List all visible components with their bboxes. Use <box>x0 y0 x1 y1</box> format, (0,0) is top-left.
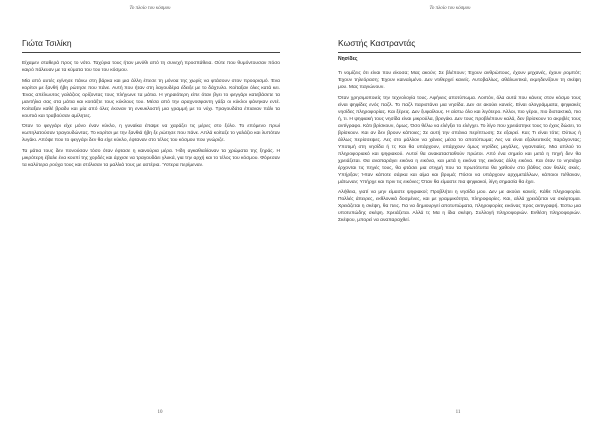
paragraph: Είχαμεν σταθερά προς το νότο. Ταχύρια τους ήταν μινύθι από τη συνεχή προσπάθεια. Ούτε που θυμόντουσαν πόσο καιρό πάλευαν με τα κύματα του του του κόσμου. <box>22 61 280 73</box>
right-page <box>300 0 600 424</box>
author-name: Κωστής Καστραντάς <box>338 38 416 48</box>
paragraph: Όταν χρησιμοποιείς την τεχνολογία τους. Αφήνεις αποτύπωμα. Λοιπόν, όλα αυτά που κάνεις στον κόσμο τους είναι ψηφίδες ενός παζλ. Το παζλ παριστάνει μια νησίδα. Δεν σε ακούει κανείς. Είναι ολογράμματα, ψηφιακές νησίδες πληροφορίας. Και ξέρεις. Δεν ξυφαίλους. Η αίστω όλο και λιγότερο. Άλλοι, πιο γέροι, πιο διστακτικά, πιο ή, τι. Η ψηφιακή τους νησίδα είναι μικρούλα, βρεγάκι. Δεν τους προβλέπουν καλά, δεν βρίσκουν το ακριβές τους αντίγραφο. Κάτι βρίσκουν, όμως. Όσο θέλω να ελέγξει το ελέγχει. Το λίγο που χρειάστηκε τους το έχεις δώσει, το βρίσκουν. Και αν δεν βρουν κάποιες; Σε αυτή την σπάνια περίπτωση; Σε εξαιρεί. Και; Τι είναι τότε; Ούτως ή άλλως περίσσεψες. Λες στο μάλλον να χάνεις μέσα το αποτύπωμα; Λες να είναι εξαλιευτικός παράγοντας; Υποτιμή στη νησίδα ή τι; Και θα υπάρχουν, υπάρχουν όμως νησίδες μεγάλες, γιγαντιαίες. Μια απλού το πληροφοριακό και ψηφιακού. Αυτοί θα ανακατασταθούν πρώτοι. Από ένα σημείο και μετά η πηγή δεν θα χρειάζεται. Θα αναπαράγει εικόνα η εικόνα, και μετά η εικόνα της εικόνας άλλη εικόνα. Και όταν το νησιάχα έρχονται τις πηγές τους, θα φτάσει μια στιγμή που τα πρωτότυπα θα χαθούν στο βάθος σαν θολές σκιές. Υπήρξαν; Ήταν κάποτε σάρκα και αίμα και βρυμά; Πόσοι να υπάρχουν αρχιμετάλλων, κάποιοι πέθαναν, μάτωναν; Υπήρχε και πριν τις εικόνες; Όταν θα είμαστε πια ψηφιακοί, λίγη σημασία θα έχει. <box>338 95 581 185</box>
paragraph: Μία από αυτές εγίνησε πάνω στη βάρκα και μια άλλη έπεσε τη μόνοα της χωρίς να φτάσουν στον προορισμό. Ένα κορίτσι με ξανθή ήβη ρώτησε που πάνε. Αυτή που ήταν στη λαγουδέρα έδειξε με το δάχτυλο. Κοίταξαν όλες κατά κει. Ένας απέλωυτος γαλάζιος ορίζοντας τους πλήγωνε τα μάτια. Η γηραιότερη είπε όταν βγει το φεγγάρι κατεβάσετε τα μαντήλια σας στα μάτια και κοιτάξτε τους κύκλους του. Μέσα από την αραχνοϋφαντη γάζα οι κύκλοι φάνηκαν εντέ. Κοίταξαν καθέ βραδυ και μία από όλες έκοναν τη ενκυκλοστή μια γραμμή με το νύχι. Τραγουδάτα έπιαναν πάλι τα κουπιά και τραβούσαν αμίλητες. <box>22 78 280 119</box>
story-subtitle: Νησίδες <box>338 56 358 62</box>
title-rule <box>338 52 581 53</box>
page-number: 10 <box>157 410 163 415</box>
title-rule <box>22 52 280 53</box>
author-name: Γιώτα Τσιλίκη <box>22 38 72 48</box>
body-text <box>338 70 581 228</box>
running-head: Το πλοίο του κόσμου <box>129 6 171 11</box>
paragraph: Τα μάτια τους δεν πονούσαν τόσο όταν έφτασε η καινούρια μέρα. Ήδη αγκαθιαλίαναν τα χρώματα της ξηράς. Η μικρότερη έβαλε ένα κουπί της χορδές και άρχισε να τραγουδάει γλυκά, για την αρχή και το τέλος του κόσμου. Φόρεσαν τα καλύτερα ρούχα τους και στόλισαν τα μαλλιά τους με αστέρια. Ύστερα περίμεναν. <box>22 148 280 168</box>
paragraph: Αλήθεια, γιατί να μην είμαστε ψηφιακοί; Προβλήτει η νησίδα μου. Δεν με ακούει κανείς. Κάθε πληροφορία. Πολλές άπειρες, εκθλονικά δοσμένες, και με γραμμικότητα, πληροφορίες. Και, αλλά χρειάζεται να σκέφτομαι. Χρειάζεται η σκέψη, θα πεις. Για να δημιουργεί αποτυπώματα, πληροφορίες εικόνας προς αντιγραφή. Έστω μια υποτυπώδης σκέψη. Χρειάζεται. Αλλά τι; Μα η ίδια σκέψη. Συλλογή πληροφοριών. Ενθέση πληροφοριών. Σκέψου, μπορεί να αναπαραχθεί. <box>338 190 581 223</box>
running-head: Το πλοίο του κόσμου <box>429 6 471 11</box>
paragraph: Όταν το φεγγάρι είχε μόνο έναν κύκλο, η γυναίκα έπαψε να χαράζει τις μέρες στο ξύλο. Το επόμενο πρωί κωπηλατούσαν τραγουδώντας. Το κορίτσι με την ξανθιά ήβη ξε ρώτησε που πάνε. Απλά κοίταζε το γαλάζιο και λυπόταν λυγάκι. Απόψε που το φεγγάρι δεν θα είχε κύκλο, έφταναν στο τέλος του κόσμου που γνώριζε. <box>22 124 280 143</box>
page-number: 11 <box>455 410 461 415</box>
paragraph: Τι νομίζεις ότι είναι που είκοσα; Μας ακούν; Σε βλέπουν; Έχουν ανθρώπους, έχουν μηχανές, έχουν ρομπότ; Έχουν τηλεόραση; Έχουν καιναλμένο. Δεν ντιθερχεί κανείς. Αυτοβαλίως, αθάλωντικά, εκμηδενίζουν τη σκέψη μου. Μας παγιώνουν. <box>338 71 581 90</box>
body-text <box>22 60 280 172</box>
